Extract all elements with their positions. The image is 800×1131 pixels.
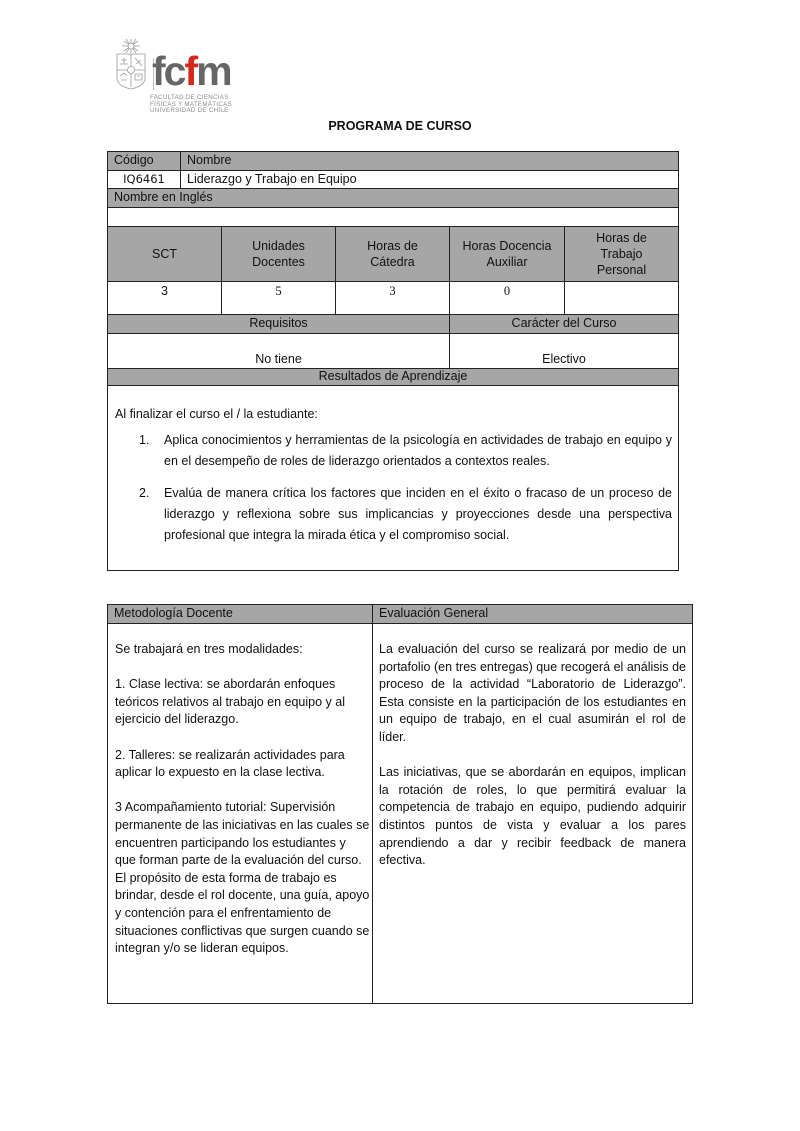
metodologia-paragraph: 3 Acompañamiento tutorial: Supervisión permanente de las iniciativas en las cuales se encuentren participando los estudiantes y que forman parte de la evaluación del curso.	[115, 800, 370, 868]
evaluacion-paragraph: La evaluación del curso se realizará por medio de un portafolio (en tres entregas) que recogerá el análisis de proceso de la actividad “Laboratorio de Liderazgo”. Esta consiste en la participación de los estudiantes en un equipo de trabajo, en el cual asumirán el rol de líder.	[379, 642, 686, 744]
codigo-label: Código	[107, 151, 181, 171]
caracter-value: Electivo	[449, 333, 679, 369]
metodologia-label: Metodología Docente	[107, 604, 373, 624]
metodologia-content	[107, 623, 373, 1004]
requisitos-label: Requisitos	[107, 314, 450, 334]
nombre-ingles-label: Nombre en Inglés	[107, 188, 679, 208]
horas-docencia-auxiliar-header: Horas Docencia Auxiliar	[449, 226, 565, 282]
caracter-label: Carácter del Curso	[449, 314, 679, 334]
evaluacion-content	[372, 623, 693, 1004]
resultados-content	[107, 385, 679, 571]
horas-docencia-auxiliar-value: 0	[449, 281, 565, 315]
unidades-docentes-value: 5	[221, 281, 336, 315]
horas-catedra-value: 3	[335, 281, 450, 315]
resultados-list	[139, 430, 672, 557]
metodologia-paragraph: 1. Clase lectiva: se abordarán enfoques teóricos relativos al trabajo en equipo y al ejercicio del liderazgo.	[115, 677, 345, 727]
nombre-value: Liderazgo y Trabajo en Equipo	[180, 170, 679, 189]
codigo-value: IQ6461	[107, 170, 181, 189]
university-crest-icon	[114, 38, 148, 90]
requisitos-value: No tiene	[107, 333, 450, 369]
resultados-intro: Al finalizar el curso el / la estudiante:	[115, 407, 318, 421]
sct-header: SCT	[107, 226, 222, 282]
page-title: PROGRAMA DE CURSO	[328, 119, 472, 133]
unidades-docentes-header: Unidades Docentes	[221, 226, 336, 282]
logo-wordmark: fcfm	[152, 48, 231, 94]
horas-trabajo-personal-header: Horas de Trabajo Personal	[564, 226, 679, 282]
evaluacion-label: Evaluación General	[372, 604, 693, 624]
horas-catedra-header: Horas de Cátedra	[335, 226, 450, 282]
sct-value: 3	[107, 281, 222, 315]
metodologia-paragraph: Se trabajará en tres modalidades:	[115, 642, 303, 656]
resultados-label: Resultados de Aprendizaje	[107, 368, 679, 386]
resultado-item: 1. Aplica conocimientos y herramientas de la psicología en actividades de trabajo en equipo y en el desempeño de roles de liderazgo orientados a contextos reales.	[139, 433, 672, 468]
horas-trabajo-personal-value	[564, 281, 679, 315]
logo-subtitle: FACULTAD DE CIENCIAS FÍSICAS Y MATEMÁTICAS UNIVERSIDAD DE CHILE	[150, 94, 232, 115]
nombre-label: Nombre	[180, 151, 679, 171]
fcfm-logo	[112, 38, 242, 120]
evaluacion-paragraph: Las iniciativas, que se abordarán en equipos, implican la rotación de roles, lo que permitirá evaluar la competencia de trabajo en equipo, pudiendo adquirir distintos puntos de vista y evaluar a los pares aprendiendo a dar y recibir feedback de manera efectiva.	[379, 765, 686, 868]
nombre-ingles-value	[107, 207, 679, 227]
metodologia-paragraph: El propósito de esta forma de trabajo es brindar, desde el rol docente, una guía, apoyo y contención para el enfrentamiento de situaciones conflictivas que surgen cuando se integran y/o se lideran equipos.	[115, 870, 370, 956]
resultado-item: 2. Evalúa de manera crítica los factores que inciden en el éxito o fracaso de un proceso de liderazgo y reflexiona sobre sus implicancias y proyecciones desde una perspectiva profesional que integra la mirada ética y el compromiso social.	[139, 486, 672, 542]
metodologia-paragraph: 2. Talleres: se realizarán actividades para aplicar lo expuesto en la clase lectiva.	[115, 747, 345, 780]
